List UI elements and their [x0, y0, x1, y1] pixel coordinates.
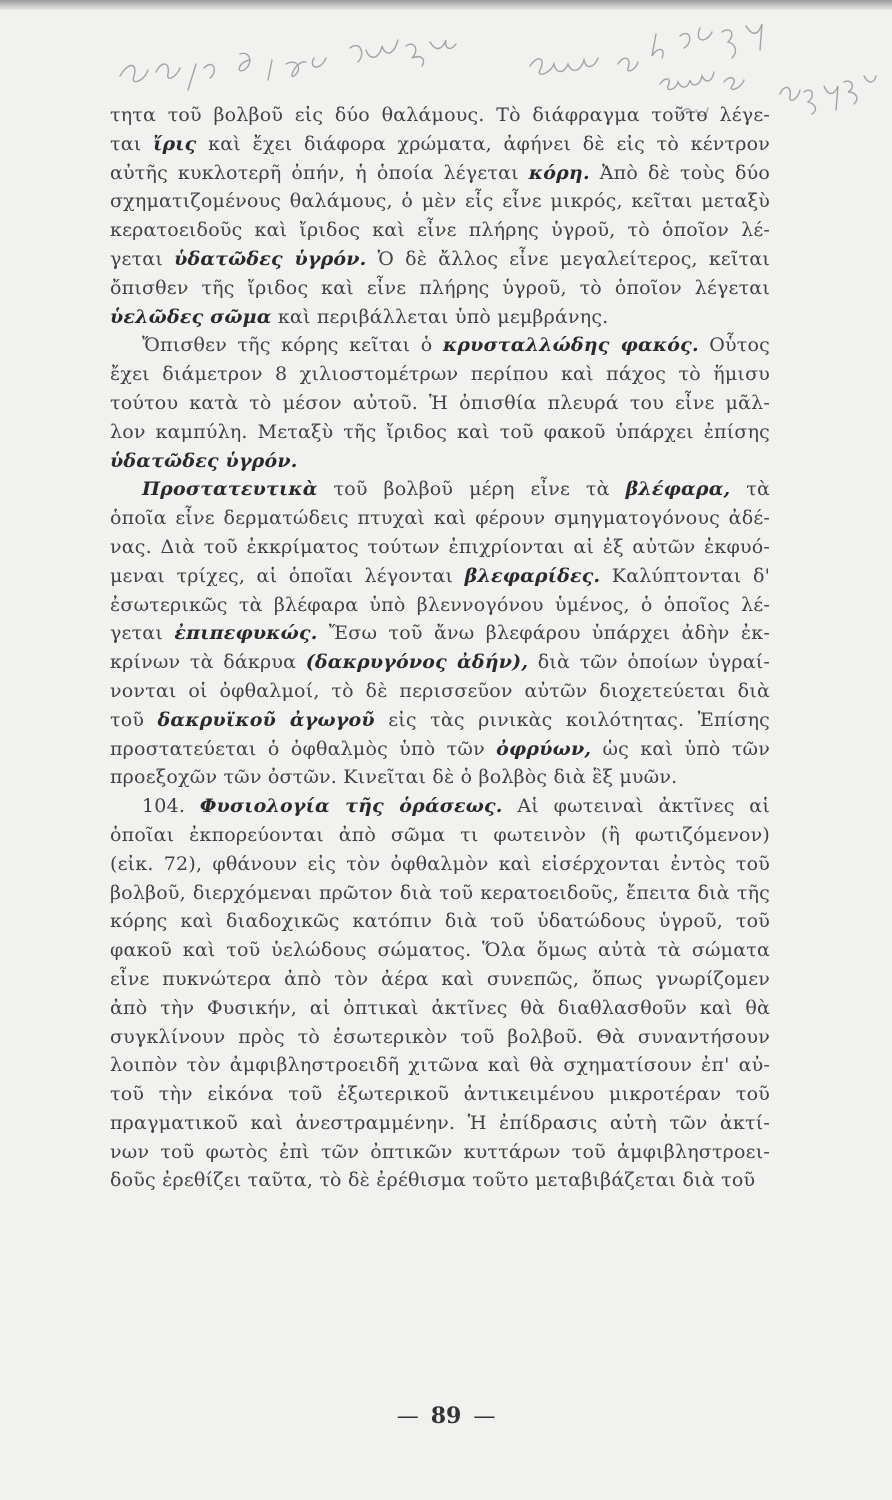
emphasized-term: δακρυϊκοῦ ἀγωγοῦ — [157, 708, 375, 731]
text-run: ται — [110, 132, 154, 155]
text-line — [110, 101, 770, 130]
text-run: ἀπὸ τὴν Φυσικήν, αἱ ὀπτικαὶ ἀκτῖνες θὰ διαθλασθοῦν καὶ θὰ — [110, 996, 770, 1019]
text-run: τοῦ τὴν εἰκόνα τοῦ ἐξωτερικοῦ ἀντικειμένου μικροτέραν τοῦ — [110, 1083, 770, 1106]
text-run: πραγματικοῦ καὶ ἀνεστραμμένην. Ἡ ἐπίδρασις αὐτὴ τῶν ἀκτί- — [110, 1111, 770, 1134]
text-run: νας. Διὰ τοῦ ἐκκρίματος τούτων ἐπιχρίονται αἱ ἐξ αὐτῶν ἐκφυό- — [110, 535, 770, 558]
text-line — [110, 447, 770, 476]
text-run: δοῦς ἐρεθίζει ταῦτα, τὸ δὲ ἐρέθισμα τοῦτο μεταβιβάζεται διὰ τοῦ — [110, 1169, 756, 1192]
text-run: Ὄπισθεν τῆς κόρης κεῖται ὁ — [142, 334, 443, 357]
text-line — [110, 648, 770, 677]
text-line — [110, 360, 770, 389]
emphasized-term: βλεφαρίδες. — [464, 564, 601, 587]
page-body-text — [110, 101, 770, 1195]
text-run: τούτου κατὰ τὸ μέσον αὐτοῦ. Ἡ ὀπισθία πλευρά του εἶνε μᾶλ- — [110, 391, 770, 414]
text-run: λοιπὸν τὸν ἀμφιβληστροειδῆ χιτῶνα καὶ θὰ σχηματίσουν ἐπ' αὐ- — [110, 1054, 770, 1077]
text-run: βολβοῦ, διερχόμεναι πρῶτον διὰ τοῦ κερατοειδοῦς, ἔπειτα διὰ τῆς — [110, 881, 770, 904]
text-run: τητα τοῦ βολβοῦ εἰς δύο θαλάμους. Τὸ διάφραγμα τοῦτο λέγε- — [110, 104, 770, 126]
text-line — [110, 475, 770, 504]
text-line — [110, 1051, 770, 1080]
emphasized-term: κόρη. — [528, 161, 590, 184]
text-line — [110, 965, 770, 994]
text-line — [110, 1109, 770, 1138]
text-line — [110, 619, 770, 648]
text-line — [110, 159, 770, 188]
text-line — [110, 994, 770, 1023]
text-line — [110, 245, 770, 274]
text-line — [110, 821, 770, 850]
text-line — [110, 936, 770, 965]
text-line — [110, 792, 770, 821]
text-run: 104. — [142, 795, 200, 818]
text-run: νονται οἱ ὀφθαλμοί, τὸ δὲ περισσεῦον αὐτῶν διοχετεύεται διὰ — [110, 679, 770, 702]
text-run: εἶνε πυκνώτερα ἀπὸ τὸν ἀέρα καὶ συνεπῶς, ὅπως γνωρίζομεν — [110, 967, 770, 990]
text-run: ἔχει διάμετρον 8 χιλιοστομέτρων περίπου καὶ πάχος τὸ ἥμισυ — [110, 363, 770, 386]
emphasized-term: κρυσταλλώδης φακός. — [442, 334, 699, 357]
text-run: φακοῦ καὶ τοῦ ὑελώδους σώματος. Ὅλα ὅμως αὐτὰ τὰ σώματα — [110, 939, 770, 962]
text-line — [110, 879, 770, 908]
text-run: Οὗτος — [698, 334, 770, 357]
text-run: καὶ ἔχει διάφορα χρώματα, ἀφήνει δὲ εἰς τὸ κέντρον — [196, 132, 770, 155]
text-line — [110, 1166, 770, 1195]
text-line — [110, 1080, 770, 1109]
text-run: Ὁ δὲ ἄλλος εἶνε μεγαλείτερος, κεῖται — [366, 247, 771, 270]
text-run: καὶ περιβάλλεται ὑπὸ μεμβράνης. — [271, 305, 609, 328]
text-run: διὰ τῶν ὁποίων ὑγραί- — [528, 651, 770, 674]
text-run: Ἔσω τοῦ ἄνω βλεφάρου ὑπάρχει ἀδὴν ἐκ- — [317, 622, 770, 645]
text-run: ὄπισθεν τῆς ἴριδος καὶ εἶνε πλήρης ὑγροῦ, τὸ ὁποῖον λέγεται — [110, 276, 770, 299]
emphasized-term: ὑδατῶδες ὑγρόν. — [110, 449, 298, 472]
text-run: ὁποῖα εἶνε δερματώδεις πτυχαὶ καὶ φέρουν σμηγματογόνους ἀδέ- — [110, 507, 770, 530]
text-line — [110, 706, 770, 735]
text-run: ὡς καὶ ὑπὸ τῶν — [591, 737, 771, 760]
emphasized-term: Προστατευτικὰ — [142, 478, 318, 501]
text-line — [110, 850, 770, 879]
text-run: νων τοῦ φωτὸς ἐπὶ τῶν ὀπτικῶν κυττάρων τοῦ ἀμφιβληστροει- — [110, 1140, 770, 1163]
text-run: τοῦ βολβοῦ μέρη εἶνε τὰ — [317, 478, 626, 501]
text-line — [110, 331, 770, 360]
emphasized-term: ἴρις — [153, 132, 197, 155]
text-run: (εἰκ. 72), φθάνουν εἰς τὸν ὀφθαλμὸν καὶ εἰσέρχονται ἐντὸς τοῦ — [110, 852, 770, 875]
text-line — [110, 303, 770, 332]
page-number-footer — [0, 1403, 892, 1429]
text-line — [110, 1138, 770, 1167]
text-run: τὰ — [730, 478, 771, 501]
text-line — [110, 533, 770, 562]
text-line — [110, 274, 770, 303]
page-number-dash-right: — — [473, 1404, 496, 1429]
text-line — [110, 130, 770, 159]
text-line — [110, 389, 770, 418]
text-run: αὐτῆς κυκλοτερῆ ὀπήν, ἡ ὁποία λέγεται — [110, 161, 529, 184]
emphasized-term: βλέφαρα, — [625, 478, 731, 501]
text-run: κερατοειδοῦς καὶ ἴριδος καὶ εἶνε πλήρης ὑγροῦ, τὸ ὁποῖον λέ- — [110, 219, 770, 242]
text-line — [110, 504, 770, 533]
text-run: ὁποῖαι ἐκπορεύονται ἀπὸ σῶμα τι φωτεινὸν (ἢ φωτιζόμενον) — [110, 823, 770, 846]
text-run: εἰς τὰς ρινικὰς κοιλότητας. Ἐπίσης — [374, 708, 770, 731]
text-line — [110, 591, 770, 620]
page-number: 89 — [430, 1403, 462, 1429]
text-run: κρίνων τὰ δάκρυα — [110, 651, 306, 674]
text-line — [110, 1023, 770, 1052]
text-line — [110, 216, 770, 245]
text-run: προστατεύεται ὁ ὀφθαλμὸς ὑπὸ τῶν — [110, 737, 497, 760]
emphasized-term: (δακρυγόνος ἀδήν), — [305, 651, 529, 674]
text-run: Καλύπτονται δ' — [600, 564, 771, 587]
text-run: ἐσωτερικῶς τὰ βλέφαρα ὑπὸ βλεννογόνου ὑμένος, ὁ ὁποῖος λέ- — [110, 593, 770, 616]
text-run: σχηματιζομένους θαλάμους, ὁ μὲν εἷς εἶνε μικρός, κεῖται μεταξὺ — [110, 190, 770, 213]
text-line — [110, 677, 770, 706]
text-run: γεται — [110, 622, 175, 645]
text-line — [110, 763, 770, 792]
text-run: Ἀπὸ δὲ τοὺς δύο — [589, 161, 770, 184]
text-run: κόρης καὶ διαδοχικῶς κατόπιν διὰ τοῦ ὑδατώδους ὑγροῦ, τοῦ — [110, 910, 770, 933]
text-line — [110, 418, 770, 447]
text-line — [110, 907, 770, 936]
text-run: γεται — [110, 247, 175, 270]
emphasized-term: ἐπιπεφυκώς. — [174, 622, 318, 645]
text-run: λον καμπύλη. Μεταξὺ τῆς ἴριδος καὶ τοῦ φακοῦ ὑπάρχει ἐπίσης — [110, 420, 770, 443]
text-run: μεναι τρίχες, αἱ ὁποῖαι λέγονται — [110, 564, 465, 587]
text-line — [110, 562, 770, 591]
emphasized-term: Φυσιολογία τῆς ὁράσεως. — [199, 795, 503, 818]
emphasized-term: ὀφρύων, — [496, 737, 592, 760]
text-run: Αἱ φωτειναὶ ἀκτῖνες αἱ — [502, 795, 770, 818]
text-line — [110, 187, 770, 216]
emphasized-term: ὑελῶδες σῶμα — [110, 305, 272, 328]
text-run: συγκλίνουν πρὸς τὸ ἐσωτερικὸν τοῦ βολβοῦ. Θὰ συναντήσουν — [110, 1025, 770, 1048]
text-run: προεξοχῶν τῶν ὀστῶν. Κινεῖται δὲ ὁ βολβὸς διὰ ἓξ μυῶν. — [110, 766, 678, 789]
page-number-dash-left: — — [396, 1404, 419, 1429]
text-line — [110, 735, 770, 764]
emphasized-term: ὑδατῶδες ὑγρόν. — [174, 247, 367, 270]
text-run: τοῦ — [110, 708, 158, 731]
